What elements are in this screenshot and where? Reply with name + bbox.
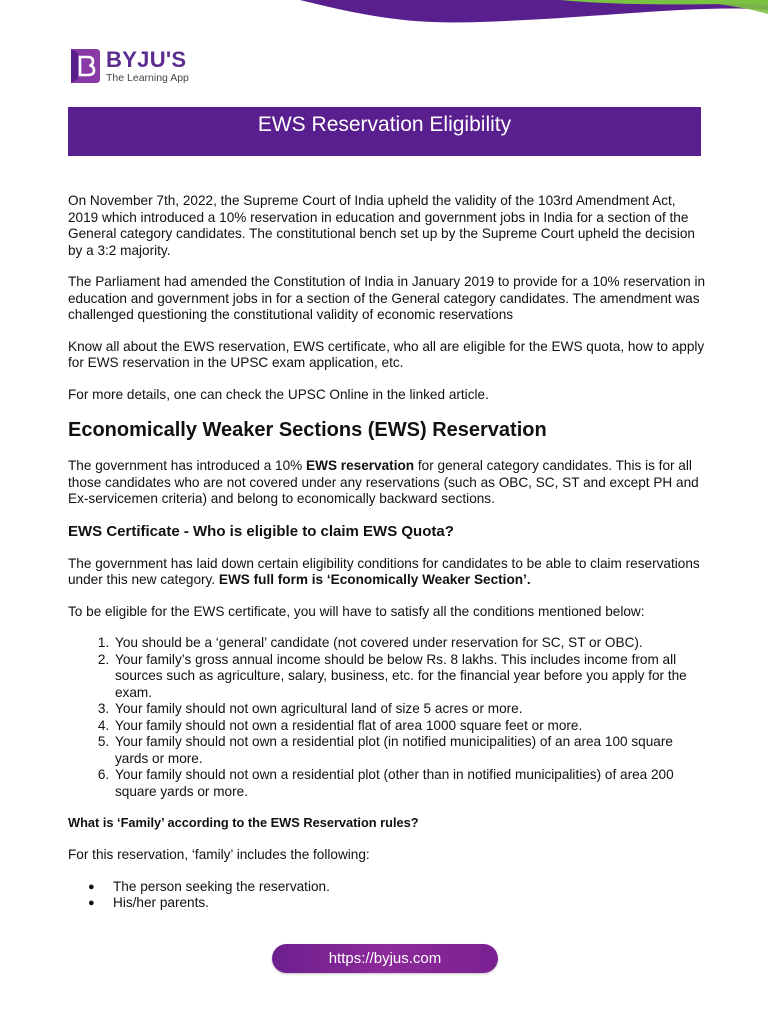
eligibility-intro-paragraph xyxy=(68,556,708,589)
brand-logo xyxy=(68,47,189,85)
list-item: 5. Your family should not own a residential plot (in notified municipalities) of an area 100 square yards or more. xyxy=(113,734,708,767)
text-run: The government has introduced a 10% xyxy=(68,458,307,473)
intro-paragraph: Know all about the EWS reservation, EWS certificate, who all are eligible for the EWS quota, how to apply for EWS reservation in the UPSC exam application, etc. xyxy=(68,338,705,370)
list-item: ● His/her parents. xyxy=(88,895,708,912)
footer-url-link[interactable] xyxy=(272,944,498,973)
document-body xyxy=(68,193,708,912)
list-item: 4. Your family should not own a residential flat of area 1000 square feet or more. xyxy=(113,718,708,735)
bold-link-text: EWS reservation xyxy=(306,458,415,473)
section-heading-ews-reservation: Economically Weaker Sections (EWS) Reservation xyxy=(68,419,547,441)
intro-paragraph: On November 7th, 2022, the Supreme Court of India upheld the validity of the 103rd Amendment Act, 2019 which introduced a 10% reservation in education and government jobs in India for a section of the General category candidates. The constitutional bench set up by the Supreme Court upheld the decision by a 3:2 majority. xyxy=(68,193,695,258)
eligibility-conditions-list xyxy=(88,635,708,800)
family-intro-paragraph: For this reservation, ‘family’ includes the following: xyxy=(68,847,370,862)
ews-reservation-paragraph xyxy=(68,458,708,508)
byjus-logo-icon xyxy=(68,47,102,85)
family-members-list xyxy=(88,879,708,912)
page-title: EWS Reservation Eligibility xyxy=(257,112,512,136)
title-banner xyxy=(68,107,701,156)
intro-paragraph: For more details, one can check the UPSC Online in the linked article. xyxy=(68,386,489,402)
list-item: 2. Your family’s gross annual income should be below Rs. 8 lakhs. This includes income from all sources such as agriculture, salary, business, etc. for the financial year before you apply for the exam. xyxy=(113,652,708,702)
brand-name: BYJU'S xyxy=(106,46,187,72)
top-swoosh-decoration xyxy=(0,0,768,30)
footer-url-text: https://byjus.com xyxy=(328,950,442,967)
list-item: ● The person seeking the reservation. xyxy=(88,879,708,896)
list-item: 3. Your family should not own agricultural land of size 5 acres or more. xyxy=(113,701,708,718)
list-item: 6. Your family should not own a residential plot (other than in notified municipalities) of area 200 square yards or more. xyxy=(113,767,708,800)
eligibility-conditions-intro: To be eligible for the EWS certificate, you will have to satisfy all the conditions mentioned below: xyxy=(68,603,645,619)
text-run: for general category candidates. This is for all those candidates who are not covered under any reservations (such as OBC, SC, ST and except PH and Ex-servicemen criteria) and belong to economically backward sections. xyxy=(68,458,699,506)
intro-paragraph: The Parliament had amended the Constitution of India in January 2019 to provide for a 10% reservation in education and government jobs in for a section of the General category candidates. The amendment was challenged questioning the constitutional validity of economic reservations xyxy=(68,274,706,322)
list-item: 1. You should be a ‘general’ candidate (not covered under reservation for SC, ST or OBC). xyxy=(113,635,708,652)
bold-text: EWS full form is ‘Economically Weaker Section’. xyxy=(218,572,531,587)
section-heading-ews-certificate: EWS Certificate - Who is eligible to claim EWS Quota? xyxy=(68,522,454,540)
section-heading-family-definition: What is ‘Family’ according to the EWS Reservation rules? xyxy=(68,815,419,830)
brand-tagline: The Learning App xyxy=(106,71,189,84)
text-run: The government has laid down certain eligibility conditions for candidates to be able to claim reservations under this new category. xyxy=(68,555,700,587)
